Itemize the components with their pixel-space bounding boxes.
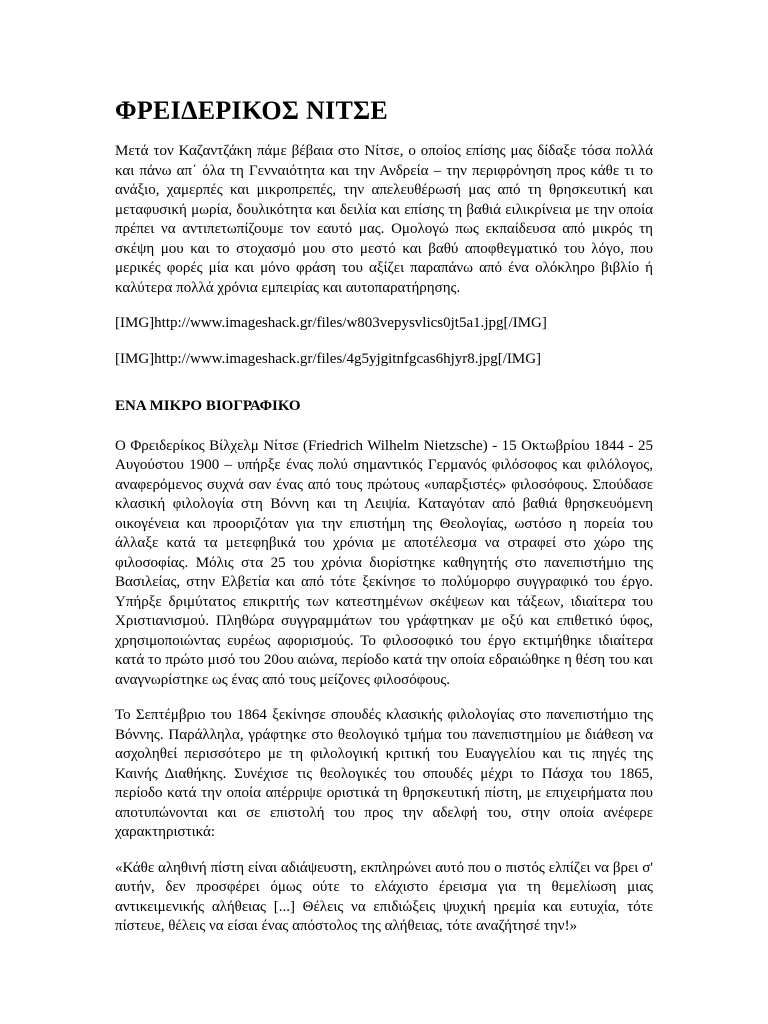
section-heading-biography: ΕΝΑ ΜΙΚΡΟ ΒΙΟΓΡΑΦΙΚΟ [115,398,301,414]
document-title: ΦΡΕΙΔΕΡΙΚΟΣ ΝΙΤΣΕ [115,96,389,125]
image-link-2: [IMG]http://www.imageshack.gr/files/4g5yjgitnfgcas6hjyr8.jpg[/IMG] [115,350,542,367]
image-link-1: [IMG]http://www.imageshack.gr/files/w803vepysvlics0jt5a1.jpg[/IMG] [115,315,547,331]
intro-paragraph: Μετά τον Καζαντζάκη πάμε βέβαια στο Νίτσε, ο οποίος επίσης μας δίδαξε τόσα πολλά και πάνω απ΄ όλα τη Γενναιότητα και την Ανδρεία – την περιφρόνηση προς κάθε τι το ανάξιο, χαμερπές και μικροπρεπές, την απελευθέρωσή μας από τη θρησκευτική και μεταφυσική μωρία, δουλικότητα και δειλία και επίσης τη βαθιά ειλικρίνεια με την οποία πρέπει να αντιπετωπίζουμε τον εαυτό μας. Ομολογώ πως εκπαίδευσα από μικρός τη σκέψη μου και το στοχασμό μου στο μεστό και βαθύ αποφθεγματικό του λόγο, που μερικές φορές μία και μόνο φράση του αξίζει παραπάνω από ένα ολόκληρο βιβλίο ή καλύτερα πολλά χρόνια εμπειρίας και αυτοπαρατήρησης. [115,143,653,296]
quote-paragraph: «Κάθε αληθινή πίστη είναι αδιάψευστη, εκπληρώνει αυτό που ο πιστός ελπίζει να βρει σ' αυτήν, δεν προσφέρει όμως ούτε το ελάχιστο έρεισμα για τη θεμελίωση μιας αντικειμενικής αλήθειας [...] Θέλεις να επιδιώξεις ψυχική ηρεμία και ευτυχία, τότε πίστευε, θέλεις να είσαι ένας απόστολος της αλήθειας, τότε αναζήτησέ την!» [115,859,653,934]
biography-paragraph-2: Το Σεπτέμβριο του 1864 ξεκίνησε σπουδές κλασικής φιλολογίας στο πανεπιστήμιο της Βόννης. Παράλληλα, γράφτηκε στο θεολογικό τμήμα του πανεπιστημίου με διάθεση να ασχοληθεί περισσότερο με τη φιλολογική κριτική του Ευαγγελίου και τις πηγές της Καινής Διαθήκης. Συνέχισε τις θεολογικές του σπουδές μέχρι το Πάσχα του 1865, περίοδο κατά την οποία απέρριψε οριστικά τη θρησκευτική πίστη, με επιχειρήματα που αποτυπώνονται και σε επιστολή του προς την αδελφή του, στην οποία ανέφερε χαρακτηριστικά: [115,707,653,840]
biography-paragraph-1: Ο Φρειδερίκος Βίλχελμ Νίτσε (Friedrich Wilhelm Nietzsche) - 15 Οκτωβρίου 1844 - 25 Αυγούστου 1900 – υπήρξε ένας πολύ σημαντικός Γερμανός φιλόσοφος και φιλόλογος, αναφερόμενος συχνά σαν ένας από τους πρώτους «υπαρξιστές» φιλοσόφους. Σπούδασε κλασική φιλολογία στη Βόννη και τη Λειψία. Καταγόταν από βαθιά θρησκευόμενη οικογένεια και προοριζόταν για την επιστήμη της Θεολογίας, ωστόσο η πορεία του άλλαξε κατά τα μετεφηβικά του χρόνια με αποτέλεσμα να στραφεί στο χώρο της φιλοσοφίας. Μόλις στα 25 του χρόνια διορίστηκε καθηγητής στο πανεπιστήμιο της Βασιλείας, στην Ελβετία και από τότε ξεκίνησε το πολύμορφο συγγραφικό του έργο. Υπήρξε δριμύτατος επικριτής των κατεστημένων σκέψεων και τάξεων, ιδιαίτερα του Χριστιανισμού. Πληθώρα συγγραμμάτων του γράφτηκαν με οξύ και επιθετικό ύφος, χρησιμοποιώντας ευρέως αφορισμούς. Το φιλοσοφικό του έργο εκτιμήθηκε ιδιαίτερα κατά το πρώτο μισό του 20ου αιώνα, περίοδο κατά την οποία εδραιώθηκε η θέση του και αναγνωρίστηκε ως ένας από τους μείζονες φιλοσόφους. [115,437,653,688]
